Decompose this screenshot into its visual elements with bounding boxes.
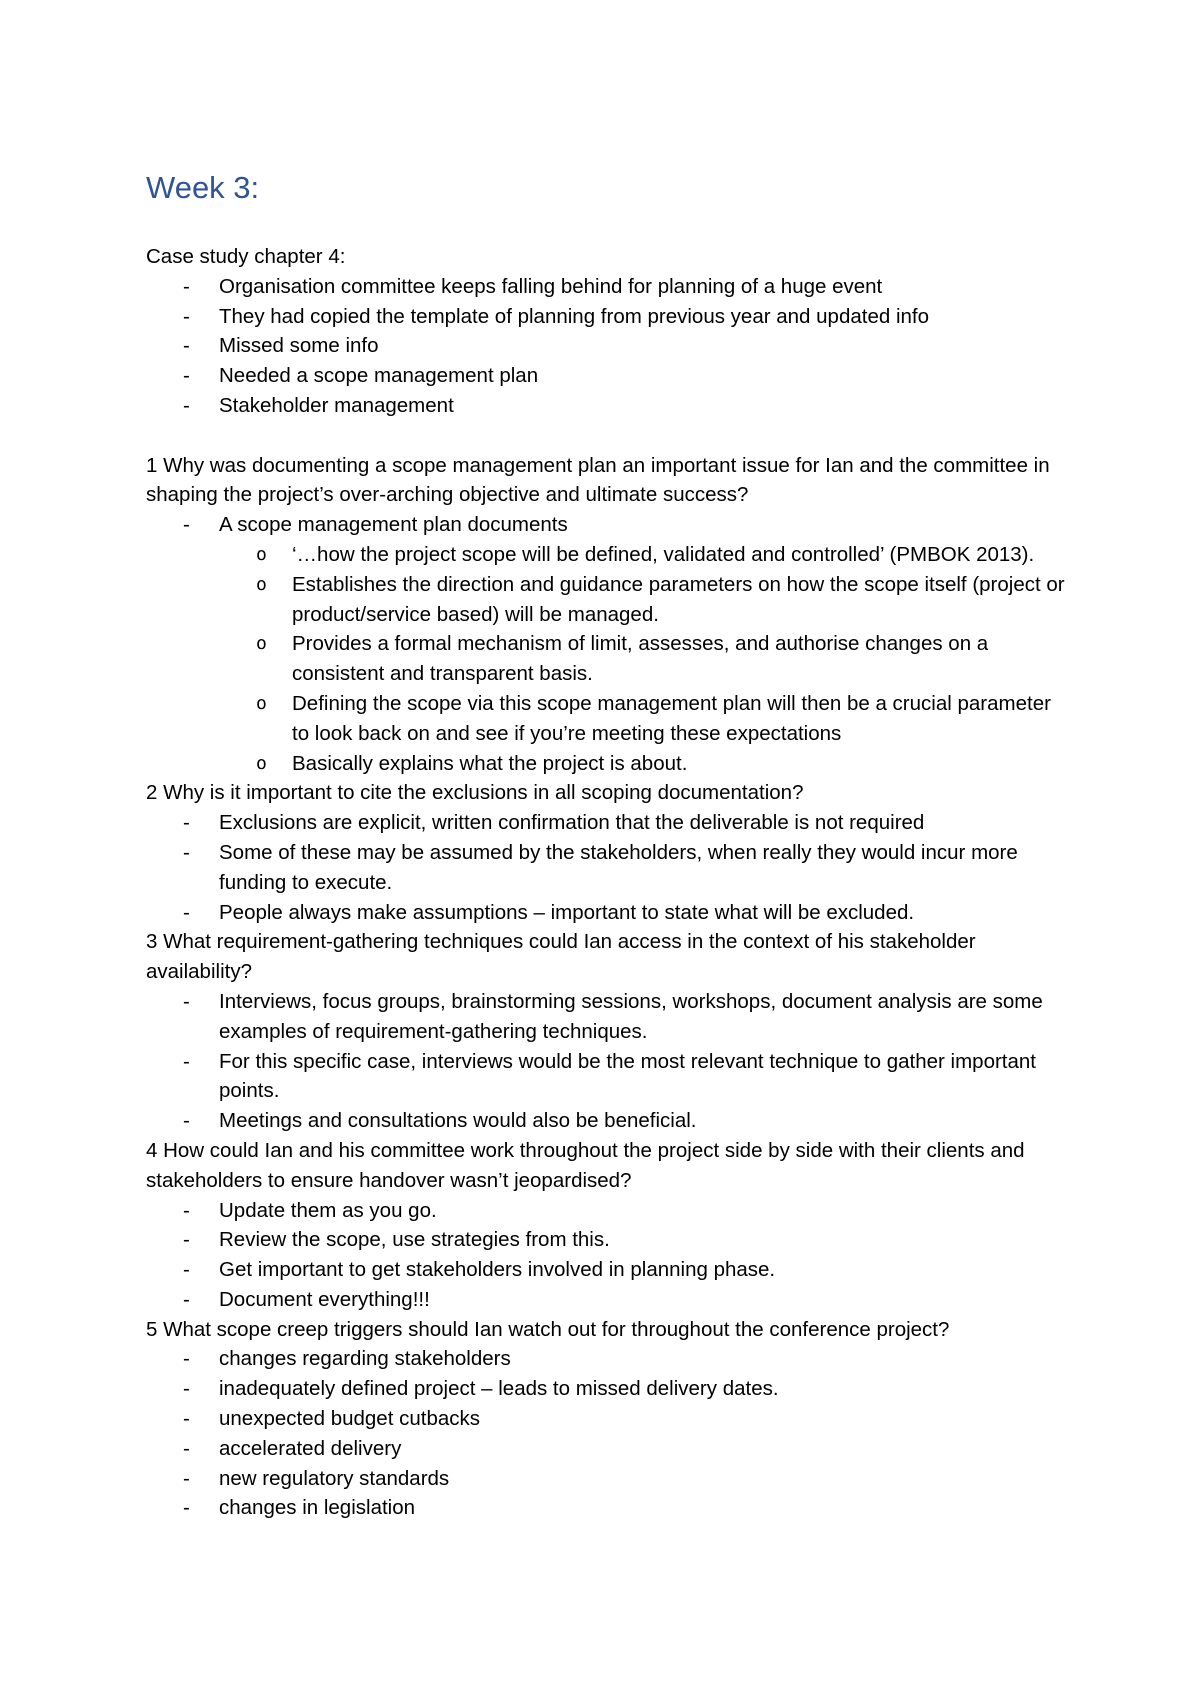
sublist-item: [256, 540, 1066, 570]
list-item-text: changes regarding stakeholders: [219, 1347, 511, 1371]
list-item: [183, 1285, 1066, 1315]
sublist-item-text: Provides a formal mechanism of limit, assesses, and authorise changes on a consistent and transparent basis.: [292, 632, 989, 686]
case-study-list: [146, 272, 1066, 421]
list-item-text: Document everything!!!: [219, 1287, 430, 1311]
sublist-item: [256, 749, 1066, 779]
dash-marker: -: [183, 1049, 190, 1073]
dash-marker: -: [183, 393, 190, 417]
question-2: 2 Why is it important to cite the exclusions in all scoping documentation?: [146, 781, 804, 805]
dash-marker: -: [183, 1228, 190, 1252]
sublist-item-text: Basically explains what the project is about.: [292, 751, 688, 775]
dash-marker: -: [183, 1496, 190, 1520]
case-study-heading: Case study chapter 4:: [146, 245, 346, 268]
dash-marker: -: [183, 274, 190, 298]
list-item-text: changes in legislation: [219, 1496, 416, 1520]
sublist-item-text: Defining the scope via this scope management plan will then be a crucial parameter to look back on and see if you’re meeting these expectations: [292, 691, 1051, 745]
circle-marker: o: [256, 633, 267, 655]
list-item-text: Needed a scope management plan: [219, 364, 539, 388]
blank-line: [146, 421, 1066, 451]
page-title: Week 3:: [146, 170, 260, 205]
dash-marker: -: [183, 1407, 190, 1431]
list-item: [183, 391, 1066, 421]
dash-marker: -: [183, 364, 190, 388]
dash-marker: -: [183, 1466, 190, 1490]
list-item-text: People always make assumptions – important to state what will be excluded.: [219, 900, 915, 924]
dash-marker: -: [183, 1258, 190, 1282]
list-item-text: Update them as you go.: [219, 1198, 437, 1222]
circle-marker: o: [256, 573, 267, 595]
list-item: [183, 1047, 1066, 1107]
circle-marker: o: [256, 752, 267, 774]
list-item: [183, 808, 1066, 838]
q1-sublist: [219, 540, 1066, 778]
list-item-text: Exclusions are explicit, written confirmation that the deliverable is not required: [219, 811, 925, 835]
sublist-item-text: Establishes the direction and guidance parameters on how the scope itself (project or product/service based) will be managed.: [292, 572, 1065, 626]
list-item: [183, 1464, 1066, 1494]
list-item-text: Interviews, focus groups, brainstorming sessions, workshops, document analysis are some examples of requirement-gathering techniques.: [219, 989, 1043, 1043]
list-item: [183, 331, 1066, 361]
list-item: [183, 1255, 1066, 1285]
dash-marker: -: [183, 989, 190, 1013]
list-item: [183, 272, 1066, 302]
sublist-item: [256, 689, 1066, 749]
dash-marker: -: [183, 1109, 190, 1133]
dash-marker: -: [183, 1198, 190, 1222]
list-item-text: Organisation committee keeps falling behind for planning of a huge event: [219, 274, 883, 298]
dash-marker: -: [183, 304, 190, 328]
list-item-text: new regulatory standards: [219, 1466, 450, 1490]
list-item-text: A scope management plan documents: [219, 513, 568, 537]
question-4: 4 How could Ian and his committee work throughout the project side by side with their clients and stakeholders to ensure handover wasn’t jeopardised?: [146, 1138, 1025, 1192]
document-body: [146, 168, 1066, 1523]
list-item: [183, 302, 1066, 332]
list-item: [183, 1493, 1066, 1523]
list-item: [183, 1404, 1066, 1434]
dash-marker: -: [183, 1287, 190, 1311]
dash-marker: -: [183, 1377, 190, 1401]
circle-marker: o: [256, 692, 267, 714]
dash-marker: -: [183, 811, 190, 835]
list-item-text: Missed some info: [219, 334, 379, 358]
list-item: [183, 1374, 1066, 1404]
dash-marker: -: [183, 1436, 190, 1460]
list-item: [183, 987, 1066, 1047]
question-5: 5 What scope creep triggers should Ian watch out for throughout the conference project?: [146, 1317, 950, 1341]
list-item-text: For this specific case, interviews would be the most relevant technique to gather important points.: [219, 1049, 1036, 1103]
dash-marker: -: [183, 840, 190, 864]
q4-list: [146, 1196, 1066, 1315]
list-item-text: They had copied the template of planning from previous year and updated info: [219, 304, 929, 328]
list-item: [183, 1196, 1066, 1226]
list-item: [183, 1225, 1066, 1255]
list-item-text: Stakeholder management: [219, 393, 454, 417]
dash-marker: -: [183, 334, 190, 358]
list-item-text: Some of these may be assumed by the stakeholders, when really they would incur more funding to execute.: [219, 840, 1018, 894]
q5-list: [146, 1344, 1066, 1523]
question-1: 1 Why was documenting a scope management plan an important issue for Ian and the committee in shaping the project’s over-arching objective and ultimate success?: [146, 453, 1050, 507]
list-item-text: inadequately defined project – leads to missed delivery dates.: [219, 1377, 779, 1401]
sublist-item: [256, 570, 1066, 630]
list-item-text: Review the scope, use strategies from this.: [219, 1228, 610, 1252]
list-item: [183, 361, 1066, 391]
list-item-text: Meetings and consultations would also be beneficial.: [219, 1109, 697, 1133]
list-item: [183, 1106, 1066, 1136]
question-3: 3 What requirement-gathering techniques could Ian access in the context of his stakeholder availability?: [146, 930, 976, 984]
dash-marker: -: [183, 900, 190, 924]
sublist-item-text: ‘…how the project scope will be defined, validated and controlled’ (PMBOK 2013).: [292, 542, 1035, 566]
list-item-text: unexpected budget cutbacks: [219, 1407, 480, 1431]
dash-marker: -: [183, 513, 190, 537]
list-item: [183, 1434, 1066, 1464]
q2-list: [146, 808, 1066, 927]
circle-marker: o: [256, 543, 267, 565]
q3-list: [146, 987, 1066, 1136]
q1-list: [146, 510, 1066, 778]
list-item: [183, 1344, 1066, 1374]
list-item: [183, 510, 1066, 778]
sublist-item: [256, 629, 1066, 689]
list-item-text: accelerated delivery: [219, 1436, 402, 1460]
list-item: [183, 838, 1066, 898]
list-item: [183, 898, 1066, 928]
list-item-text: Get important to get stakeholders involved in planning phase.: [219, 1258, 776, 1282]
dash-marker: -: [183, 1347, 190, 1371]
